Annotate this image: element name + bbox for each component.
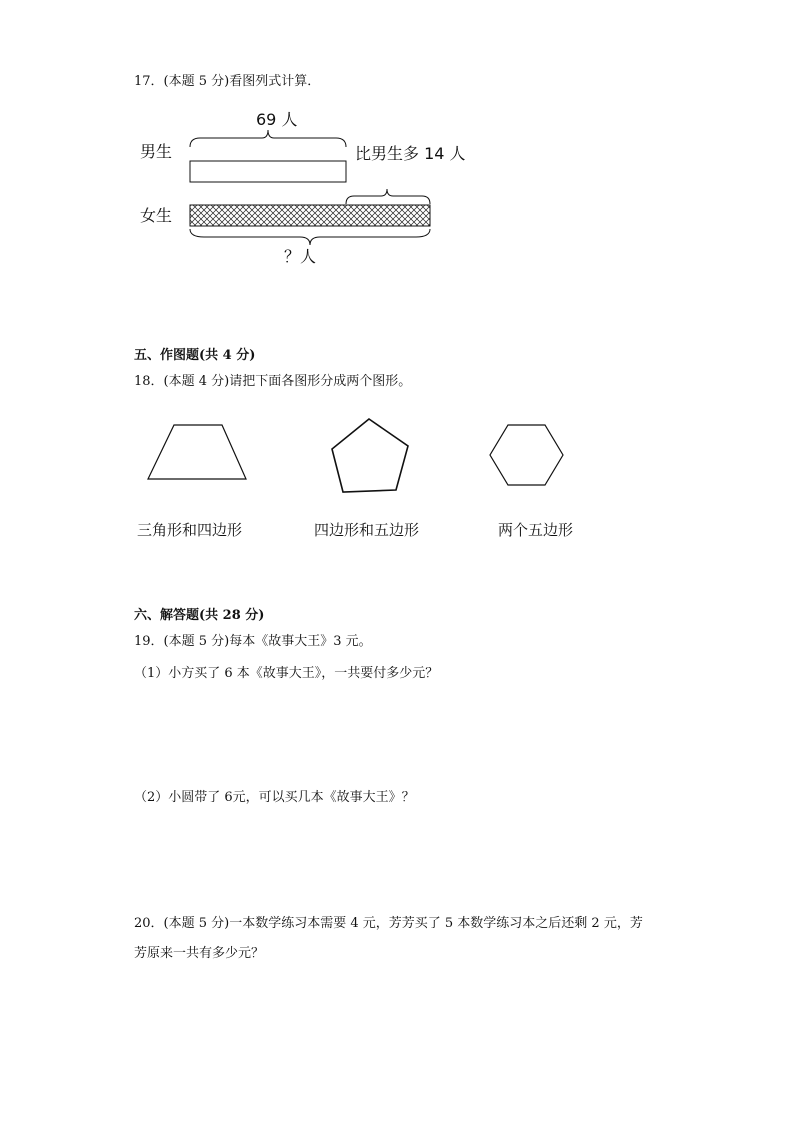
question-19-text: 19．(本题 5 分)每本《故事大王》3 元。 [134, 634, 372, 649]
boys-total-label: 69 人 [256, 110, 298, 129]
girls-total-label: ？人 [284, 247, 317, 266]
trapezoid-caption: 三角形和四边形 [137, 521, 243, 539]
section-5-title: 五、作图题(共 4 分) [134, 348, 256, 363]
girls-label: 女生 [140, 206, 173, 225]
boys-label: 男生 [140, 142, 173, 161]
trapezoid-shape [148, 425, 246, 479]
question-20-line-2: 芳原来一共有多少元？ [134, 946, 265, 961]
more-than-boys-label: 比男生多 14 人 [355, 144, 466, 163]
question-19-part-1: （1）小方买了 6 本《故事大王》，一共要付多少元？ [134, 666, 439, 681]
question-20-line-1: 20．(本题 5 分)一本数学练习本需要 4 元，芳芳买了 5 本数学练习本之后还剩 2 元，芳 [134, 916, 643, 931]
pentagon-caption: 四边形和五边形 [314, 521, 420, 539]
hexagon-shape [490, 425, 563, 485]
question-18-text: 18．(本题 4 分)请把下面各图形分成两个图形。 [134, 374, 412, 389]
question-17-text: 17．(本题 5 分)看图列式计算． [134, 74, 321, 89]
section-6-title: 六、解答题(共 28 分) [134, 608, 265, 623]
hexagon-caption: 两个五边形 [498, 521, 574, 539]
question-19-part-2: （2）小圆带了 6元，可以买几本《故事大王》？ [134, 790, 415, 805]
pentagon-shape [332, 419, 408, 492]
